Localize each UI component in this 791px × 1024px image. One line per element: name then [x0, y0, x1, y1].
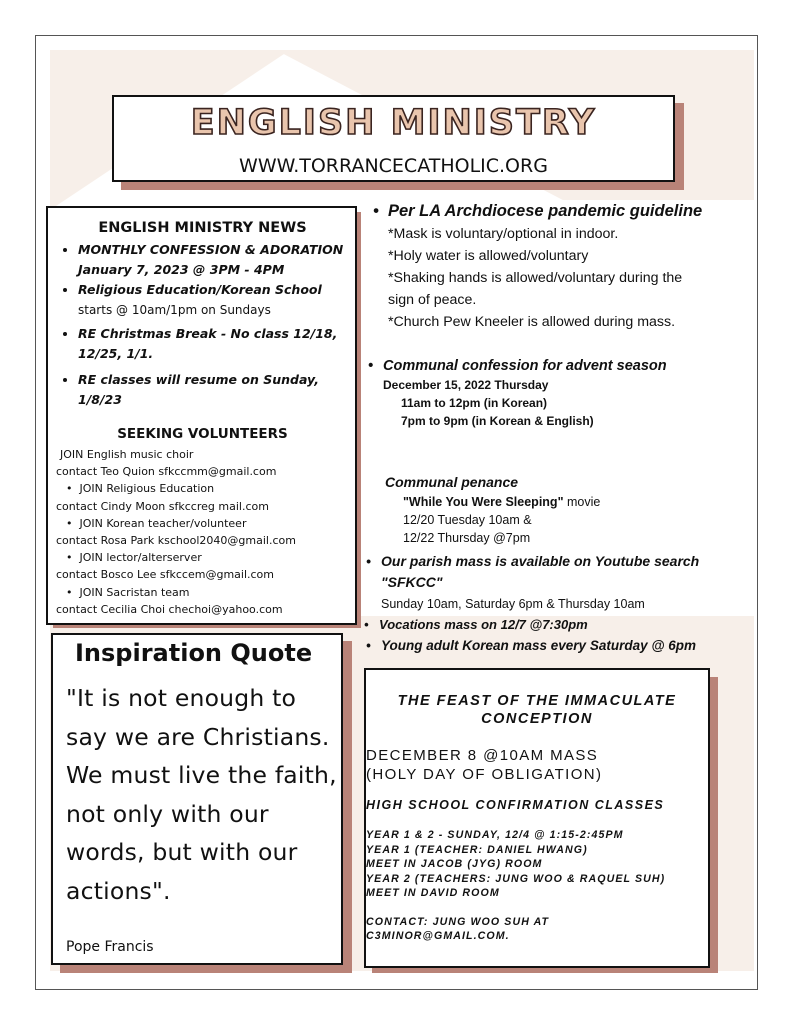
volunteer-contact: contact Cecilia Choi chechoi@yahoo.com: [56, 602, 283, 616]
confession-date: December 15, 2022 Thursday: [383, 378, 549, 392]
penance-date: 12/22 Thursday @7pm: [403, 531, 531, 545]
confession-heading: • Communal confession for advent season: [383, 358, 743, 374]
news-item: • RE Christmas Break - No class 12/18, 12/25, 1/1.: [78, 324, 349, 364]
penance-section: [385, 474, 745, 545]
news-heading: ENGLISH MINISTRY NEWS: [98, 220, 307, 236]
quote-text: "It is not enough to say we are Christians. We must live the faith, not only with our words, but with our actions".: [66, 684, 337, 905]
youtube-heading: • Our parish mass is available on Youtube search "SFKCC": [381, 551, 751, 593]
volunteer-contact: contact Bosco Lee sfkccem@gmail.com: [56, 568, 275, 582]
vocations-mass: • Vocations mass on 12/7 @7:30pm: [379, 617, 749, 632]
classes-details: YEAR 1 & 2 - SUNDAY, 12/4 @ 1:15-2:45PM YEAR 1 (TEACHER: DANIEL HWANG) MEET IN JACOB (JYG) ROOM YEAR 2 (TEACHERS: JUNG WOO & RAQUEL SUH) MEET IN DAVID ROOM: [366, 829, 666, 899]
ministry-title: ENGLISH MINISTRY: [190, 103, 597, 143]
classes-contact: CONTACT: JUNG WOO SUH AT C3MINOR@GMAIL.COM.: [366, 915, 550, 942]
volunteer-contact: contact Cindy Moon sfkccreg mail.com: [56, 499, 269, 513]
classes-heading: HIGH SCHOOL CONFIRMATION CLASSES: [366, 798, 665, 812]
volunteer-join: • JOIN Religious Education: [56, 480, 349, 497]
penance-heading: Communal penance: [385, 474, 519, 490]
confession-time: 7pm to 9pm (in Korean & English): [401, 414, 594, 428]
young-adult-mass: • Young adult Korean mass every Saturday @ 6pm: [381, 638, 751, 653]
volunteer-join: • JOIN Sacristan team: [56, 584, 349, 601]
title-box: [112, 95, 675, 182]
feast-title: THE FEAST OF THE IMMACULATE CONCEPTION: [397, 693, 677, 727]
confession-section: [383, 358, 743, 428]
website-url: WWW.TORRANCECATHOLIC.ORG: [239, 155, 548, 177]
quote-author: Pope Francis: [66, 939, 154, 955]
volunteer-join: JOIN English music choir: [60, 448, 194, 461]
news-list: [56, 240, 349, 410]
guidelines-heading: • Per LA Archdiocese pandemic guideline: [388, 202, 748, 221]
volunteers-list: [56, 446, 349, 618]
youtube-section: [381, 551, 751, 653]
quote-heading: Inspiration Quote: [75, 639, 313, 667]
volunteer-join: • JOIN lector/alterserver: [56, 549, 349, 566]
quote-box: [51, 633, 343, 965]
penance-movie: "While You Were Sleeping" movie: [403, 495, 601, 509]
volunteers-heading: SEEKING VOLUNTEERS: [117, 426, 288, 442]
volunteer-contact: contact Rosa Park kschool2040@gmail.com: [56, 534, 296, 548]
guidelines-lines: *Mask is voluntary/optional in indoor. *Holy water is allowed/voluntary *Shaking hands is allowed/voluntary during the sign of peace. *Church Pew Kneeler is allowed during mass.: [388, 226, 683, 330]
volunteer-join: • JOIN Korean teacher/volunteer: [56, 515, 349, 532]
youtube-schedule: Sunday 10am, Saturday 6pm & Thursday 10am: [381, 597, 645, 611]
feast-mass: DECEMBER 8 @10AM MASS (HOLY DAY OF OBLIGATION): [366, 747, 603, 783]
feast-box: [364, 668, 710, 968]
news-item: • RE classes will resume on Sunday, 1/8/23: [78, 370, 349, 410]
volunteer-contact: contact Teo Quion sfkccmm@gmail.com: [56, 465, 277, 479]
confession-time: 11am to 12pm (in Korean): [401, 396, 548, 410]
news-item: • MONTHLY CONFESSION & ADORATION January 7, 2023 @ 3PM - 4PM: [78, 240, 349, 280]
news-item: • Religious Education/Korean School starts @ 10am/1pm on Sundays: [78, 280, 349, 320]
guidelines-section: [388, 202, 748, 333]
penance-date: 12/20 Tuesday 10am &: [403, 513, 532, 527]
news-box: [46, 206, 357, 625]
flyer-page: [35, 35, 758, 990]
